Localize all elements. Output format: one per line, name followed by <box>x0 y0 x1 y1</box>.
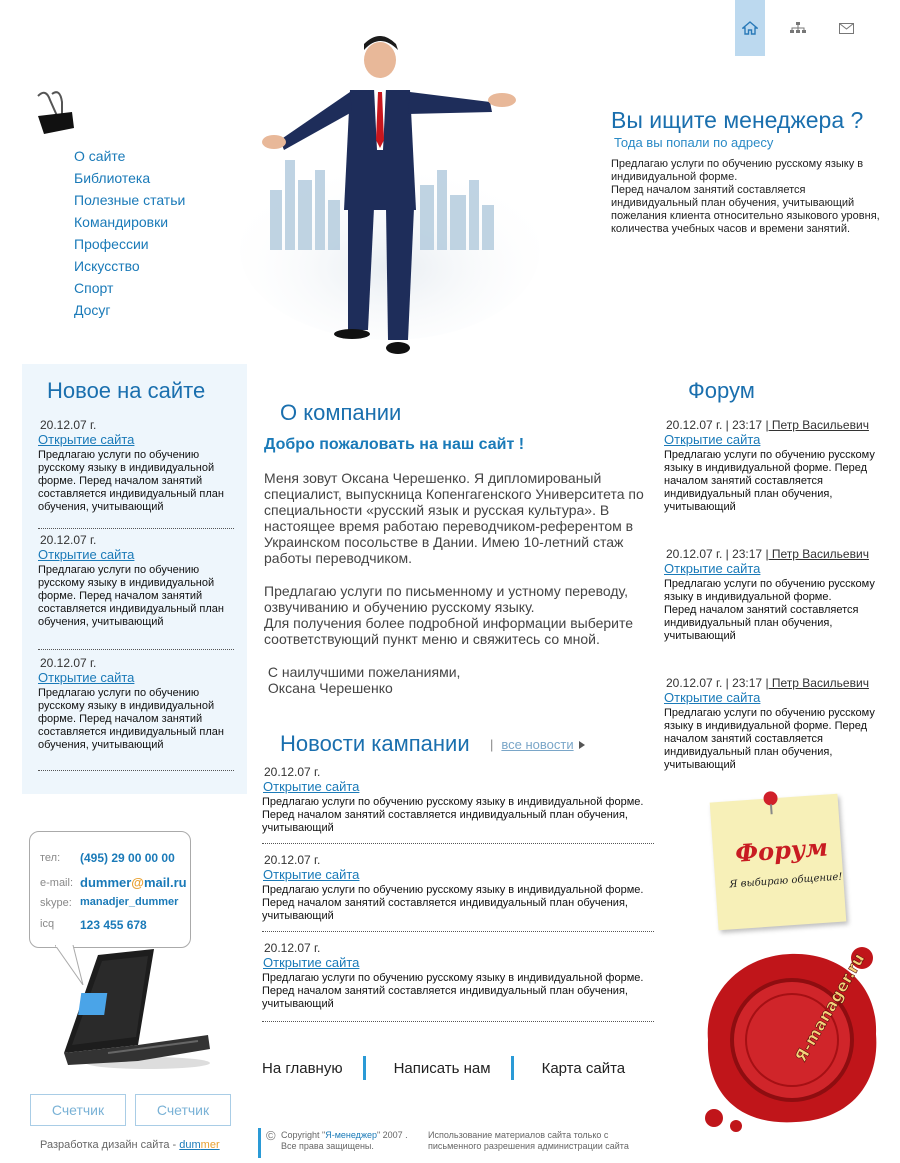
menu-item-professions[interactable]: Профессии <box>74 236 149 252</box>
menu-item-trips[interactable]: Командировки <box>74 214 169 230</box>
forum-text: Предлагаю услуги по обучению русскому языку в индивидуальной форме. Перед началом занятий составляется индивидуальный план обучения, учитывающий <box>664 578 875 642</box>
forum-title-link[interactable]: Открытие сайта <box>664 432 761 447</box>
news-title-link[interactable]: Открытие сайта <box>263 779 360 794</box>
news-date: 20.12.07 г. <box>40 418 97 432</box>
page-subhead: Тода вы попали по адресу <box>614 135 774 150</box>
news-title-link[interactable]: Открытие сайта <box>263 955 360 970</box>
note-title: Форум <box>734 832 829 868</box>
divider <box>262 931 654 932</box>
seal-text: Я-manager.ru <box>791 950 869 1066</box>
copyright-text <box>281 1130 421 1152</box>
developer-link[interactable] <box>179 1139 219 1151</box>
forum-meta <box>666 547 889 561</box>
mail-icon[interactable] <box>831 0 861 56</box>
developer-link-part: dum <box>179 1139 201 1151</box>
counter-badge-2[interactable]: Счетчик <box>135 1094 231 1126</box>
divider <box>262 843 654 844</box>
list-item <box>38 418 234 529</box>
news-title-link[interactable]: Открытие сайта <box>38 670 135 685</box>
icq-value: 123 455 678 <box>80 918 147 932</box>
nav-separator <box>363 1056 366 1080</box>
news-text: Предлагаю услуги по обучению русскому языку в индивидуальной форме. Перед началом занятий составляется индивидуальный план обучения, учитывающий <box>38 449 225 513</box>
wax-seal-logo[interactable] <box>700 944 882 1134</box>
forum-post <box>664 676 889 772</box>
phone-label: тел: <box>40 852 61 864</box>
email-user: dummer <box>80 875 132 890</box>
news-text: Предлагаю услуги по обучению русскому языку в индивидуальной форме. Перед началом занятий составляется индивидуальный план обучения, учитывающий <box>38 564 225 628</box>
pushpin-icon <box>761 790 781 815</box>
copyright-icon: © <box>266 1128 276 1143</box>
forum-post <box>664 418 889 514</box>
usage-notice: Использование материалов сайта только с письменного разрешения администрации сайта <box>428 1130 629 1151</box>
divider <box>262 1021 654 1022</box>
news-text: Предлагаю услуги по обучению русскому языку в индивидуальной форме. Перед началом занятий составляется индивидуальный план обучения, учитывающий <box>262 884 644 922</box>
copyright-prefix: Copyright " <box>281 1130 326 1140</box>
forum-meta <box>666 676 889 690</box>
bottom-nav-contact[interactable]: Написать нам <box>393 1059 491 1077</box>
note-subtitle: Я выбираю общение! <box>729 871 843 891</box>
businessman-hero-image <box>240 30 540 370</box>
bottom-nav <box>262 1055 625 1081</box>
email-value[interactable] <box>80 875 187 890</box>
home-icon[interactable] <box>735 0 765 56</box>
news-text: Предлагаю услуги по обучению русскому языку в индивидуальной форме. Перед началом занятий составляется индивидуальный план обучения, учитывающий <box>262 796 644 834</box>
menu-item-sport[interactable]: Спорт <box>74 280 114 296</box>
developer-credit <box>40 1139 220 1151</box>
developer-link-part: mer <box>200 1139 220 1151</box>
forum-post <box>664 547 889 643</box>
divider <box>38 649 234 650</box>
page-headline: Вы ищите менеджера ? <box>611 107 864 133</box>
arrow-right-icon <box>578 740 586 750</box>
counter-badge-1[interactable]: Счетчик <box>30 1094 126 1126</box>
nav-separator <box>511 1056 514 1080</box>
news-title-link[interactable]: Открытие сайта <box>38 432 135 447</box>
new-on-site-title: Новое на сайте <box>47 378 206 403</box>
about-signature: С наилучшими пожеланиями, Оксана Черешенко <box>267 664 461 696</box>
news-date: 20.12.07 г. <box>264 853 321 867</box>
phone-value: (495) 29 00 00 00 <box>80 851 175 865</box>
email-label: e-mail: <box>40 877 74 889</box>
sitemap-icon[interactable] <box>783 0 813 56</box>
footer-accent-bar <box>258 1128 261 1158</box>
about-paragraph-2: Предлагаю услуги по письменному и устному переводу, озвучиванию и обучению русскому языку. Для получения более подробной информации выберите соответствующий пункт меню и свяжитесь со мной. <box>264 583 634 647</box>
news-title-link[interactable]: Открытие сайта <box>38 547 135 562</box>
about-company-title: О компании <box>280 400 402 425</box>
bottom-nav-sitemap[interactable]: Карта сайта <box>541 1059 626 1077</box>
divider <box>38 770 234 771</box>
news-date: 20.12.07 г. <box>264 941 321 955</box>
forum-author-link[interactable]: Петр Васильевич <box>768 547 869 561</box>
campaign-news-title: Новости кампании <box>280 731 470 756</box>
about-paragraph-1: Меня зовут Оксана Черешенко. Я дипломированый специалист, выпускница Копенгагенского Университета по специальности «русский язык и русская культура». В настоящее время работаю переводчиком-референтом в Украинском посольстве в Дании. Имею 10-летний стаж работы переводчиком. <box>264 470 644 566</box>
welcome-heading: Добро пожаловать на наш сайт ! <box>264 436 525 453</box>
forum-datetime: 20.12.07 г. | 23:17 | <box>666 676 769 690</box>
email-at: @ <box>131 875 144 890</box>
forum-text: Предлагаю услуги по обучению русскому языку в индивидуальной форме. Перед началом занятий составляется индивидуальный план обучения, учитывающий <box>664 449 875 513</box>
forum-title: Форум <box>688 378 755 403</box>
bottom-nav-home[interactable]: На главную <box>262 1059 343 1077</box>
forum-title-link[interactable]: Открытие сайта <box>664 690 761 705</box>
forum-meta <box>666 418 889 432</box>
list-item <box>38 533 234 650</box>
all-news-link[interactable] <box>490 737 586 752</box>
menu-item-articles[interactable]: Полезные статьи <box>74 192 186 208</box>
menu-item-library[interactable]: Библиотека <box>74 170 151 186</box>
news-text: Предлагаю услуги по обучению русскому языку в индивидуальной форме. Перед началом занятий составляется индивидуальный план обучения, учитывающий <box>38 687 225 751</box>
top-nav <box>735 0 879 56</box>
divider <box>38 528 234 529</box>
news-date: 20.12.07 г. <box>40 533 97 547</box>
news-date: 20.12.07 г. <box>264 765 321 779</box>
rights-reserved: Все права защищены. <box>281 1141 374 1151</box>
intro-text: Предлагаю услуги по обучению русскому языку в индивидуальной форме. Перед началом занятий составляется индивидуальный план обучения, учитывающий пожелания клиента относительно языкового уровня, количества учебных часов и времени занятий. <box>611 158 880 235</box>
forum-datetime: 20.12.07 г. | 23:17 | <box>666 547 769 561</box>
contact-bubble <box>29 831 191 948</box>
developer-credit-text: Разработка дизайн сайта - <box>40 1139 180 1151</box>
main-menu <box>74 145 185 321</box>
forum-author-link[interactable]: Петр Васильевич <box>768 676 869 690</box>
copyright-year: " 2007 . <box>376 1130 408 1140</box>
forum-datetime: 20.12.07 г. | 23:17 | <box>666 418 769 432</box>
list-item <box>38 656 234 771</box>
news-date: 20.12.07 г. <box>40 656 97 670</box>
list-item <box>262 765 654 844</box>
news-text: Предлагаю услуги по обучению русскому языку в индивидуальной форме. Перед началом занятий составляется индивидуальный план обучения, учитывающий <box>262 972 644 1010</box>
skype-label: skype: <box>40 897 72 909</box>
skype-value: manadjer_dummer <box>80 896 179 908</box>
list-item <box>262 853 654 932</box>
email-domain: mail.ru <box>143 875 187 890</box>
copyright-brand: Я-менеджер <box>325 1130 377 1140</box>
forum-author-link[interactable]: Петр Васильевич <box>768 418 869 432</box>
new-on-site-panel <box>22 364 247 794</box>
menu-item-leisure[interactable]: Досуг <box>74 302 111 318</box>
news-title-link[interactable]: Открытие сайта <box>263 867 360 882</box>
mobile-phone-image <box>58 945 214 1073</box>
forum-sticky-note[interactable] <box>710 794 847 931</box>
icq-label: icq <box>40 918 55 930</box>
forum-text: Предлагаю услуги по обучению русскому языку в индивидуальной форме. Перед началом занятий составляется индивидуальный план обучения, учитывающий <box>664 707 875 771</box>
title-separator: | <box>490 737 494 752</box>
menu-item-art[interactable]: Искусство <box>74 258 140 274</box>
list-item <box>262 941 654 1022</box>
binder-clip-icon <box>28 88 88 148</box>
forum-title-link[interactable]: Открытие сайта <box>664 561 761 576</box>
menu-item-about[interactable]: О сайте <box>74 148 126 164</box>
all-news-label[interactable]: все новости <box>501 737 574 752</box>
